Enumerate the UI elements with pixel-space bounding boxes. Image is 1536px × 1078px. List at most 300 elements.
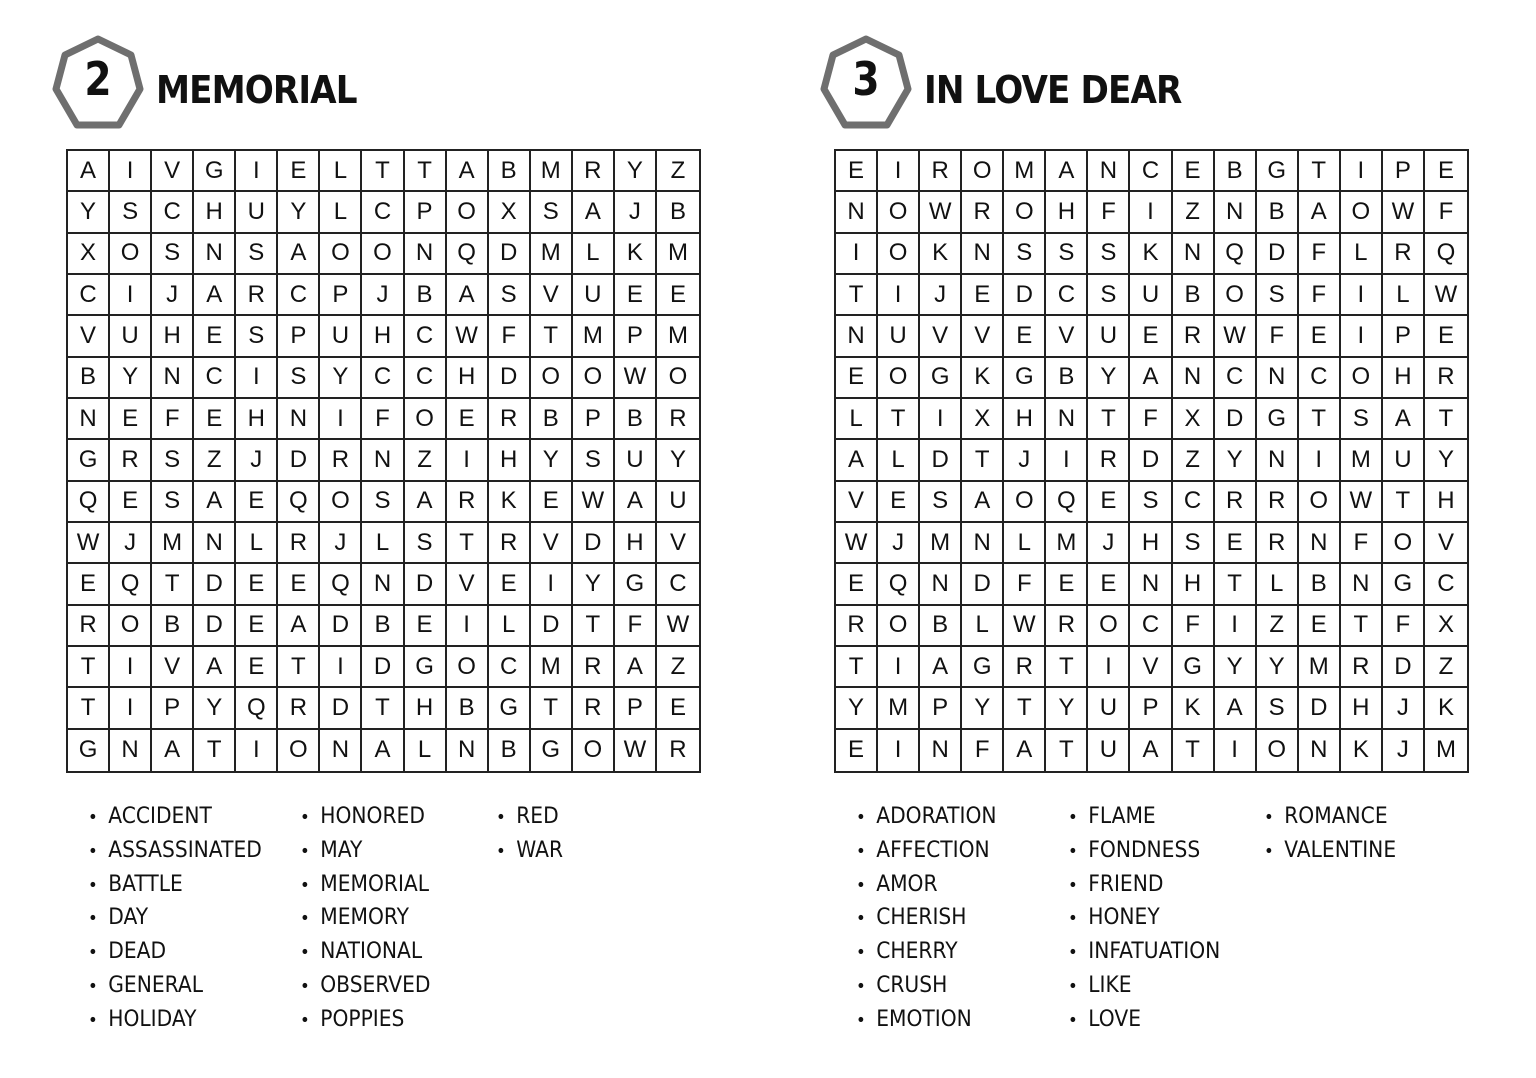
grid-cell[interactable]: T — [1299, 151, 1341, 192]
grid-cell[interactable]: L — [1004, 523, 1046, 564]
grid-cell[interactable]: N — [362, 564, 404, 605]
grid-cell[interactable]: X — [962, 399, 1004, 440]
grid-cell[interactable]: R — [573, 151, 615, 192]
grid-cell[interactable]: I — [1299, 440, 1341, 481]
grid-cell[interactable]: R — [1088, 440, 1130, 481]
grid-cell[interactable]: J — [236, 440, 278, 481]
grid-cell[interactable]: B — [447, 688, 489, 729]
grid-cell[interactable]: W — [615, 358, 657, 399]
grid-cell[interactable]: N — [962, 234, 1004, 275]
grid-cell[interactable]: I — [236, 730, 278, 771]
grid-cell[interactable]: R — [320, 440, 362, 481]
grid-cell[interactable]: D — [1004, 275, 1046, 316]
grid-cell[interactable]: N — [1215, 192, 1257, 233]
grid-cell[interactable]: O — [110, 606, 152, 647]
grid-cell[interactable]: R — [657, 399, 699, 440]
grid-cell[interactable]: J — [878, 523, 920, 564]
grid-cell[interactable]: O — [531, 358, 573, 399]
grid-cell[interactable]: R — [1004, 647, 1046, 688]
grid-cell[interactable]: S — [152, 482, 194, 523]
grid-cell[interactable]: U — [878, 316, 920, 357]
grid-cell[interactable]: S — [1173, 523, 1215, 564]
grid-cell[interactable]: K — [615, 234, 657, 275]
grid-cell[interactable]: Z — [1173, 192, 1215, 233]
grid-cell[interactable]: V — [962, 316, 1004, 357]
grid-cell[interactable]: O — [110, 234, 152, 275]
grid-cell[interactable]: I — [447, 440, 489, 481]
grid-cell[interactable]: D — [531, 606, 573, 647]
grid-cell[interactable]: D — [1383, 647, 1425, 688]
grid-cell[interactable]: R — [489, 523, 531, 564]
grid-cell[interactable]: N — [320, 730, 362, 771]
grid-cell[interactable]: M — [657, 316, 699, 357]
grid-cell[interactable]: B — [1046, 358, 1088, 399]
grid-cell[interactable]: I — [1088, 647, 1130, 688]
grid-cell[interactable]: N — [110, 730, 152, 771]
grid-cell[interactable]: Z — [1257, 606, 1299, 647]
grid-cell[interactable]: R — [1341, 647, 1383, 688]
grid-cell[interactable]: P — [1383, 151, 1425, 192]
grid-cell[interactable]: H — [615, 523, 657, 564]
grid-cell[interactable]: O — [1215, 275, 1257, 316]
grid-cell[interactable]: M — [920, 523, 962, 564]
grid-cell[interactable]: E — [236, 482, 278, 523]
grid-cell[interactable]: O — [1257, 730, 1299, 771]
grid-cell[interactable]: G — [920, 358, 962, 399]
grid-cell[interactable]: N — [68, 399, 110, 440]
grid-cell[interactable]: O — [1004, 482, 1046, 523]
grid-cell[interactable]: S — [1088, 275, 1130, 316]
grid-cell[interactable]: T — [962, 440, 1004, 481]
grid-cell[interactable]: V — [152, 647, 194, 688]
grid-cell[interactable]: A — [278, 606, 320, 647]
grid-cell[interactable]: B — [1257, 192, 1299, 233]
grid-cell[interactable]: R — [278, 688, 320, 729]
grid-cell[interactable]: L — [489, 606, 531, 647]
grid-cell[interactable]: L — [320, 192, 362, 233]
grid-cell[interactable]: U — [1383, 440, 1425, 481]
grid-cell[interactable]: O — [1341, 192, 1383, 233]
grid-cell[interactable]: Y — [1257, 647, 1299, 688]
grid-cell[interactable]: H — [1046, 192, 1088, 233]
grid-cell[interactable]: T — [531, 316, 573, 357]
grid-cell[interactable]: N — [447, 730, 489, 771]
grid-cell[interactable]: I — [878, 730, 920, 771]
grid-cell[interactable]: T — [405, 151, 447, 192]
grid-cell[interactable]: U — [573, 275, 615, 316]
grid-cell[interactable]: Q — [320, 564, 362, 605]
grid-cell[interactable]: Q — [68, 482, 110, 523]
grid-cell[interactable]: N — [194, 523, 236, 564]
grid-cell[interactable]: O — [1004, 192, 1046, 233]
grid-cell[interactable]: Q — [236, 688, 278, 729]
grid-cell[interactable]: P — [1130, 688, 1172, 729]
grid-cell[interactable]: A — [1215, 688, 1257, 729]
grid-cell[interactable]: Y — [1046, 688, 1088, 729]
grid-cell[interactable]: A — [447, 151, 489, 192]
grid-cell[interactable]: M — [1299, 647, 1341, 688]
grid-cell[interactable]: A — [362, 730, 404, 771]
grid-cell[interactable]: J — [615, 192, 657, 233]
grid-cell[interactable]: A — [278, 234, 320, 275]
grid-cell[interactable]: I — [1046, 440, 1088, 481]
grid-cell[interactable]: U — [1088, 730, 1130, 771]
grid-cell[interactable]: Z — [657, 151, 699, 192]
grid-cell[interactable]: E — [236, 564, 278, 605]
grid-cell[interactable]: N — [362, 440, 404, 481]
grid-cell[interactable]: B — [657, 192, 699, 233]
grid-cell[interactable]: W — [1425, 275, 1467, 316]
grid-cell[interactable]: R — [573, 647, 615, 688]
grid-cell[interactable]: Y — [615, 151, 657, 192]
grid-cell[interactable]: G — [962, 647, 1004, 688]
grid-cell[interactable]: B — [489, 730, 531, 771]
grid-cell[interactable]: E — [615, 275, 657, 316]
grid-cell[interactable]: E — [836, 358, 878, 399]
grid-cell[interactable]: K — [962, 358, 1004, 399]
grid-cell[interactable]: E — [1046, 564, 1088, 605]
grid-cell[interactable]: Y — [962, 688, 1004, 729]
grid-cell[interactable]: A — [68, 151, 110, 192]
grid-cell[interactable]: L — [1257, 564, 1299, 605]
grid-cell[interactable]: Y — [531, 440, 573, 481]
grid-cell[interactable]: D — [573, 523, 615, 564]
grid-cell[interactable]: N — [836, 192, 878, 233]
grid-cell[interactable]: S — [152, 234, 194, 275]
grid-cell[interactable]: V — [531, 275, 573, 316]
grid-cell[interactable]: W — [1215, 316, 1257, 357]
grid-cell[interactable]: B — [1215, 151, 1257, 192]
grid-cell[interactable]: S — [152, 440, 194, 481]
grid-cell[interactable]: N — [1299, 730, 1341, 771]
grid-cell[interactable]: I — [236, 151, 278, 192]
grid-cell[interactable]: N — [1088, 151, 1130, 192]
grid-cell[interactable]: Y — [278, 192, 320, 233]
grid-cell[interactable]: E — [1088, 564, 1130, 605]
grid-cell[interactable]: C — [1425, 564, 1467, 605]
grid-cell[interactable]: F — [1299, 275, 1341, 316]
grid-cell[interactable]: A — [1004, 730, 1046, 771]
grid-cell[interactable]: D — [1215, 399, 1257, 440]
grid-cell[interactable]: T — [531, 688, 573, 729]
grid-cell[interactable]: R — [1425, 358, 1467, 399]
grid-cell[interactable]: R — [1173, 316, 1215, 357]
grid-cell[interactable]: U — [615, 440, 657, 481]
grid-cell[interactable]: G — [68, 440, 110, 481]
grid-cell[interactable]: C — [152, 192, 194, 233]
grid-cell[interactable]: K — [920, 234, 962, 275]
grid-cell[interactable]: I — [320, 647, 362, 688]
grid-cell[interactable]: T — [362, 688, 404, 729]
grid-cell[interactable]: P — [615, 688, 657, 729]
grid-cell[interactable]: I — [1215, 606, 1257, 647]
grid-cell[interactable]: O — [878, 606, 920, 647]
grid-cell[interactable]: O — [1299, 482, 1341, 523]
grid-cell[interactable]: V — [657, 523, 699, 564]
grid-cell[interactable]: E — [110, 482, 152, 523]
grid-cell[interactable]: K — [1341, 730, 1383, 771]
grid-cell[interactable]: O — [657, 358, 699, 399]
grid-cell[interactable]: V — [1425, 523, 1467, 564]
grid-cell[interactable]: O — [320, 482, 362, 523]
grid-cell[interactable]: A — [405, 482, 447, 523]
grid-cell[interactable]: N — [152, 358, 194, 399]
grid-cell[interactable]: V — [447, 564, 489, 605]
grid-cell[interactable]: T — [1341, 606, 1383, 647]
grid-cell[interactable]: F — [152, 399, 194, 440]
grid-cell[interactable]: Y — [1215, 647, 1257, 688]
grid-cell[interactable]: M — [1046, 523, 1088, 564]
grid-cell[interactable]: Y — [657, 440, 699, 481]
grid-cell[interactable]: C — [405, 358, 447, 399]
grid-cell[interactable]: B — [489, 151, 531, 192]
grid-cell[interactable]: N — [1173, 234, 1215, 275]
grid-cell[interactable]: H — [362, 316, 404, 357]
grid-cell[interactable]: W — [1004, 606, 1046, 647]
grid-cell[interactable]: A — [194, 275, 236, 316]
grid-cell[interactable]: Y — [573, 564, 615, 605]
grid-cell[interactable]: F — [489, 316, 531, 357]
grid-cell[interactable]: A — [1130, 358, 1172, 399]
grid-cell[interactable]: J — [1383, 730, 1425, 771]
grid-cell[interactable]: J — [920, 275, 962, 316]
grid-cell[interactable]: I — [110, 275, 152, 316]
grid-cell[interactable]: N — [278, 399, 320, 440]
grid-cell[interactable]: V — [531, 523, 573, 564]
grid-cell[interactable]: V — [1046, 316, 1088, 357]
grid-cell[interactable]: O — [447, 647, 489, 688]
grid-cell[interactable]: Z — [1425, 647, 1467, 688]
grid-cell[interactable]: O — [447, 192, 489, 233]
grid-cell[interactable]: N — [194, 234, 236, 275]
grid-cell[interactable]: C — [362, 358, 404, 399]
grid-cell[interactable]: C — [1173, 482, 1215, 523]
grid-cell[interactable]: T — [447, 523, 489, 564]
grid-cell[interactable]: I — [1215, 730, 1257, 771]
grid-cell[interactable]: E — [278, 564, 320, 605]
grid-cell[interactable]: B — [531, 399, 573, 440]
grid-cell[interactable]: G — [1257, 151, 1299, 192]
grid-cell[interactable]: R — [573, 688, 615, 729]
grid-cell[interactable]: C — [194, 358, 236, 399]
grid-cell[interactable]: T — [1004, 688, 1046, 729]
grid-cell[interactable]: O — [573, 730, 615, 771]
grid-cell[interactable]: C — [68, 275, 110, 316]
grid-cell[interactable]: U — [1088, 688, 1130, 729]
grid-cell[interactable]: S — [1341, 399, 1383, 440]
grid-cell[interactable]: Y — [320, 358, 362, 399]
grid-cell[interactable]: A — [1383, 399, 1425, 440]
grid-cell[interactable]: T — [1173, 730, 1215, 771]
grid-cell[interactable]: C — [1130, 151, 1172, 192]
grid-cell[interactable]: O — [278, 730, 320, 771]
grid-cell[interactable]: H — [405, 688, 447, 729]
grid-cell[interactable]: I — [836, 234, 878, 275]
grid-cell[interactable]: Z — [1173, 440, 1215, 481]
grid-cell[interactable]: C — [1299, 358, 1341, 399]
grid-cell[interactable]: T — [68, 647, 110, 688]
grid-cell[interactable]: L — [1341, 234, 1383, 275]
grid-cell[interactable]: W — [1383, 192, 1425, 233]
grid-cell[interactable]: I — [1341, 316, 1383, 357]
grid-cell[interactable]: J — [1004, 440, 1046, 481]
grid-cell[interactable]: I — [236, 358, 278, 399]
grid-cell[interactable]: H — [1425, 482, 1467, 523]
grid-cell[interactable]: E — [1130, 316, 1172, 357]
grid-cell[interactable]: Z — [405, 440, 447, 481]
grid-cell[interactable]: P — [1383, 316, 1425, 357]
grid-cell[interactable]: H — [194, 192, 236, 233]
grid-cell[interactable]: A — [836, 440, 878, 481]
grid-cell[interactable]: O — [1341, 358, 1383, 399]
grid-cell[interactable]: N — [920, 730, 962, 771]
grid-cell[interactable]: O — [1383, 523, 1425, 564]
grid-cell[interactable]: A — [194, 482, 236, 523]
grid-cell[interactable]: E — [1425, 151, 1467, 192]
grid-cell[interactable]: A — [615, 647, 657, 688]
grid-cell[interactable]: S — [362, 482, 404, 523]
grid-cell[interactable]: O — [320, 234, 362, 275]
grid-cell[interactable]: A — [194, 647, 236, 688]
grid-cell[interactable]: F — [1004, 564, 1046, 605]
grid-cell[interactable]: H — [447, 358, 489, 399]
grid-cell[interactable]: V — [836, 482, 878, 523]
grid-cell[interactable]: U — [1088, 316, 1130, 357]
grid-cell[interactable]: A — [573, 192, 615, 233]
grid-cell[interactable]: G — [1383, 564, 1425, 605]
grid-cell[interactable]: A — [1299, 192, 1341, 233]
grid-cell[interactable]: K — [1425, 688, 1467, 729]
grid-cell[interactable]: E — [194, 316, 236, 357]
grid-cell[interactable]: L — [236, 523, 278, 564]
grid-cell[interactable]: P — [278, 316, 320, 357]
grid-cell[interactable]: Y — [836, 688, 878, 729]
grid-cell[interactable]: M — [531, 151, 573, 192]
grid-cell[interactable]: I — [531, 564, 573, 605]
grid-cell[interactable]: D — [320, 688, 362, 729]
grid-cell[interactable]: W — [447, 316, 489, 357]
grid-cell[interactable]: S — [1004, 234, 1046, 275]
grid-cell[interactable]: E — [878, 482, 920, 523]
grid-cell[interactable]: S — [278, 358, 320, 399]
grid-cell[interactable]: R — [68, 606, 110, 647]
grid-cell[interactable]: D — [1130, 440, 1172, 481]
grid-cell[interactable]: F — [1257, 316, 1299, 357]
grid-cell[interactable]: B — [920, 606, 962, 647]
grid-cell[interactable]: N — [1299, 523, 1341, 564]
grid-cell[interactable]: S — [489, 275, 531, 316]
grid-cell[interactable]: H — [152, 316, 194, 357]
grid-cell[interactable]: H — [1130, 523, 1172, 564]
grid-cell[interactable]: D — [489, 358, 531, 399]
grid-cell[interactable]: T — [1215, 564, 1257, 605]
grid-cell[interactable]: M — [878, 688, 920, 729]
grid-cell[interactable]: C — [362, 192, 404, 233]
grid-cell[interactable]: E — [489, 564, 531, 605]
grid-cell[interactable]: T — [1299, 399, 1341, 440]
grid-cell[interactable]: Q — [278, 482, 320, 523]
grid-cell[interactable]: M — [152, 523, 194, 564]
grid-cell[interactable]: L — [962, 606, 1004, 647]
grid-cell[interactable]: A — [962, 482, 1004, 523]
grid-cell[interactable]: Q — [447, 234, 489, 275]
grid-cell[interactable]: Y — [1088, 358, 1130, 399]
grid-cell[interactable]: F — [1341, 523, 1383, 564]
grid-cell[interactable]: L — [836, 399, 878, 440]
grid-cell[interactable]: X — [1425, 606, 1467, 647]
grid-cell[interactable]: C — [278, 275, 320, 316]
grid-cell[interactable]: T — [194, 730, 236, 771]
grid-cell[interactable]: R — [836, 606, 878, 647]
grid-cell[interactable]: N — [1173, 358, 1215, 399]
grid-cell[interactable]: P — [615, 316, 657, 357]
grid-cell[interactable]: W — [615, 730, 657, 771]
grid-cell[interactable]: N — [1257, 440, 1299, 481]
grid-cell[interactable]: P — [405, 192, 447, 233]
grid-cell[interactable]: M — [1004, 151, 1046, 192]
grid-cell[interactable]: X — [489, 192, 531, 233]
grid-cell[interactable]: U — [1130, 275, 1172, 316]
grid-cell[interactable]: R — [1257, 523, 1299, 564]
grid-cell[interactable]: B — [152, 606, 194, 647]
grid-cell[interactable]: C — [1130, 606, 1172, 647]
grid-cell[interactable]: G — [68, 730, 110, 771]
grid-cell[interactable]: D — [320, 606, 362, 647]
grid-cell[interactable]: C — [1046, 275, 1088, 316]
grid-cell[interactable]: D — [278, 440, 320, 481]
grid-cell[interactable]: E — [1215, 523, 1257, 564]
grid-cell[interactable]: R — [1046, 606, 1088, 647]
grid-cell[interactable]: M — [1435, 736, 1456, 764]
grid-cell[interactable]: E — [278, 151, 320, 192]
grid-cell[interactable]: T — [836, 275, 878, 316]
grid-cell[interactable]: B — [1299, 564, 1341, 605]
grid-cell[interactable]: D — [489, 234, 531, 275]
grid-cell[interactable]: G — [1257, 399, 1299, 440]
grid-cell[interactable]: D — [920, 440, 962, 481]
grid-cell[interactable]: N — [405, 234, 447, 275]
grid-cell[interactable]: B — [615, 399, 657, 440]
grid-cell[interactable]: Q — [1425, 234, 1467, 275]
grid-cell[interactable]: W — [920, 192, 962, 233]
grid-cell[interactable]: E — [68, 564, 110, 605]
grid-cell[interactable]: W — [573, 482, 615, 523]
grid-cell[interactable]: R — [920, 151, 962, 192]
grid-cell[interactable]: S — [573, 440, 615, 481]
grid-cell[interactable]: A — [1130, 730, 1172, 771]
grid-cell[interactable]: J — [1383, 688, 1425, 729]
grid-cell[interactable]: R — [669, 736, 687, 764]
grid-cell[interactable]: D — [362, 647, 404, 688]
grid-cell[interactable]: E — [1004, 316, 1046, 357]
grid-cell[interactable]: E — [1173, 151, 1215, 192]
grid-cell[interactable]: V — [920, 316, 962, 357]
grid-cell[interactable]: R — [110, 440, 152, 481]
grid-cell[interactable]: E — [531, 482, 573, 523]
grid-cell[interactable]: B — [1173, 275, 1215, 316]
grid-cell[interactable]: G — [194, 151, 236, 192]
grid-cell[interactable]: G — [615, 564, 657, 605]
grid-cell[interactable]: N — [1341, 564, 1383, 605]
grid-cell[interactable]: A — [615, 482, 657, 523]
grid-cell[interactable]: S — [236, 316, 278, 357]
grid-cell[interactable]: O — [962, 151, 1004, 192]
grid-cell[interactable]: Q — [110, 564, 152, 605]
grid-cell[interactable]: I — [320, 399, 362, 440]
grid-cell[interactable]: P — [320, 275, 362, 316]
grid-cell[interactable]: T — [573, 606, 615, 647]
grid-cell[interactable]: D — [405, 564, 447, 605]
